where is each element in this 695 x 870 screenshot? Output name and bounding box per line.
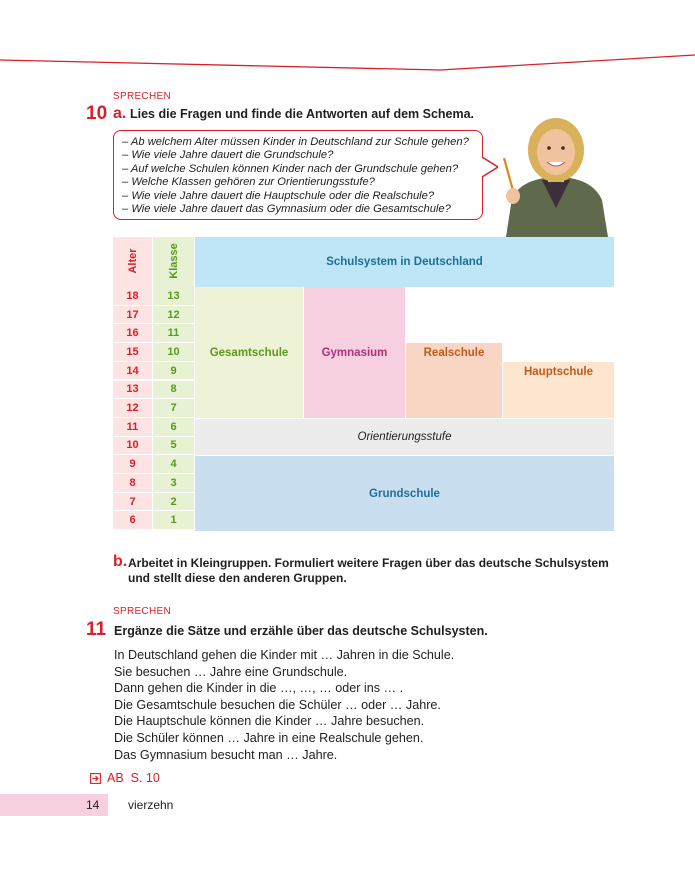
class-cell: 1 <box>153 511 194 529</box>
teacher-photo <box>498 116 614 237</box>
school-system-schema <box>113 237 614 531</box>
orientierungsstufe-block: Orientierungsstufe <box>195 419 614 455</box>
class-cell: 13 <box>153 287 194 305</box>
ex11-title: Ergänze die Sätze und erzähle über das deutsche Schulsysten. <box>114 624 488 638</box>
sentence-line: In Deutschland gehen die Kinder mit … Jahren in die Schule. <box>114 648 455 662</box>
sentence-line: Die Schüler können … Jahre in eine Realschule gehen. <box>114 730 424 745</box>
class-cell: 2 <box>153 493 194 511</box>
grundschule-block: Grundschule <box>195 456 614 531</box>
ex10-b-text-line2: und stellt diese den anderen Gruppen. <box>128 571 347 585</box>
age-cell: 11 <box>113 418 152 436</box>
class-cell: 9 <box>153 362 194 380</box>
ex11-number: 11 <box>86 619 107 640</box>
age-cell: 18 <box>113 287 152 305</box>
age-cell: 16 <box>113 324 152 342</box>
question-line: – Wie viele Jahre dauert die Grundschule? <box>122 149 334 162</box>
top-decorative-line <box>0 0 695 80</box>
ex11-sentences <box>114 647 454 763</box>
class-cell: 11 <box>153 324 194 342</box>
sentence-line: Sie besuchen … Jahre eine Grundschule. <box>114 664 348 679</box>
class-cell: 8 <box>153 381 194 399</box>
question-line: – Wie viele Jahre dauert die Hauptschule oder die Realschule? <box>122 189 435 202</box>
age-cell: 10 <box>113 437 152 455</box>
age-cell: 9 <box>113 455 152 473</box>
sentence-line: Die Gesamtschule besuchen die Schüler … oder … Jahre. <box>114 697 441 712</box>
page-word: vierzehn <box>128 798 174 812</box>
class-cell: 12 <box>153 306 194 324</box>
page-number: 14 <box>86 798 100 812</box>
hauptschule-block: Hauptschule <box>503 362 614 418</box>
question-bubble <box>113 130 483 220</box>
question-line: – Wie viele Jahre dauert das Gymnasium oder die Gesamtschule? <box>122 203 451 216</box>
age-cell: 17 <box>113 306 152 324</box>
class-cell: 6 <box>153 418 194 436</box>
ex10-a-letter: a. <box>113 105 127 122</box>
class-cell: 7 <box>153 399 194 417</box>
age-header: Alter <box>127 248 139 274</box>
schema-title: Schulsystem in Deutschland <box>195 237 614 287</box>
sentence-line: Das Gymnasium besucht man … Jahre. <box>114 747 338 762</box>
sentence-line: Dann gehen die Kinder in die …, …, … oder ins … . <box>114 681 404 696</box>
workbook-reference[interactable] <box>90 771 160 785</box>
arrow-box-icon <box>90 773 101 784</box>
age-cell: 6 <box>113 511 152 529</box>
ex10-a-title: Lies die Fragen und finde die Antworten auf dem Schema. <box>130 107 475 121</box>
class-cell: 3 <box>153 474 194 492</box>
ex10-number: 10 <box>86 103 108 124</box>
sentence-line: Die Hauptschule können die Kinder … Jahre besuchen. <box>114 714 425 729</box>
class-cell: 10 <box>153 343 194 361</box>
class-header: Klasse <box>168 243 180 279</box>
age-cell: 14 <box>113 362 152 380</box>
gesamtschule-block: Gesamtschule <box>195 287 303 418</box>
question-line: – Auf welche Schulen können Kinder nach der Grundschule gehen? <box>122 162 459 175</box>
class-cell: 4 <box>153 455 194 473</box>
ex10-b-letter: b. <box>113 553 128 570</box>
age-cell: 12 <box>113 399 152 417</box>
ex10-b-text-line1: Arbeitet in Kleingruppen. Formuliert weitere Fragen über das deutsche Schulsystem <box>128 556 609 570</box>
age-cell: 7 <box>113 493 152 511</box>
workbook-reference-text: AB S. 10 <box>107 771 160 785</box>
gymnasium-block: Gymnasium <box>304 287 405 418</box>
question-line: – Welche Klassen gehören zur Orientierungsstufe? <box>122 176 375 189</box>
age-cell: 13 <box>113 381 152 399</box>
ex11-section-label: SPRECHEN <box>113 606 171 617</box>
bubble-tail <box>480 155 500 185</box>
question-line: – Ab welchem Alter müssen Kinder in Deutschland zur Schule gehen? <box>122 136 469 148</box>
age-cell: 8 <box>113 474 152 492</box>
age-cell: 15 <box>113 343 152 361</box>
class-cell: 5 <box>153 437 194 455</box>
ex10-section-label: SPRECHEN <box>113 91 171 102</box>
realschule-block: Realschule <box>406 343 502 418</box>
